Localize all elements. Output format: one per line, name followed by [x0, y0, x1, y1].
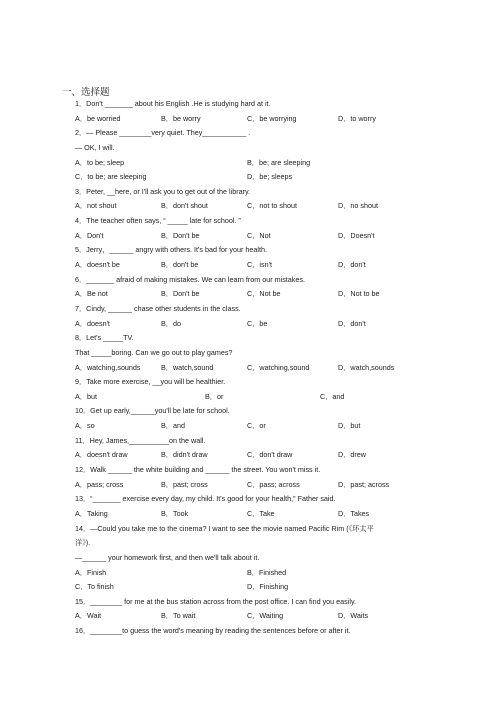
question-2	[75, 126, 435, 185]
options-row	[75, 170, 435, 185]
question-stem-continued: That _____boring. Can we go out to play games?	[75, 347, 233, 357]
option-c[interactable]: C．not to shout	[247, 201, 297, 211]
option-d[interactable]: D．Waits	[338, 611, 369, 621]
option-d[interactable]: D．to worry	[338, 113, 376, 123]
question-stem: 6．_______ afraid of making mistakes. We can learn from our mistakes.	[75, 274, 305, 284]
option-b[interactable]: B．be; are sleeping	[247, 157, 311, 167]
option-b[interactable]: B．and	[161, 421, 185, 431]
option-b[interactable]: B．Don't be	[161, 289, 200, 299]
options-row	[75, 580, 435, 595]
question-14	[75, 522, 435, 595]
options-row	[75, 419, 435, 434]
option-c[interactable]: C．be	[247, 318, 268, 328]
option-a[interactable]: A．Taking	[75, 508, 108, 518]
options-row	[75, 361, 435, 376]
question-13	[75, 492, 435, 521]
option-a[interactable]: A．Be not	[75, 289, 108, 299]
option-c[interactable]: C．be worrying	[247, 113, 297, 123]
option-c[interactable]: C．don't draw	[247, 450, 293, 460]
option-a[interactable]: A．so	[75, 421, 95, 431]
option-b[interactable]: B．don't shout	[161, 201, 208, 211]
option-c[interactable]: C．and	[320, 391, 345, 401]
question-3	[75, 185, 435, 214]
question-stem: 11．Hey, James,__________on the wall.	[75, 435, 206, 445]
option-b[interactable]: B．didn't draw	[161, 450, 208, 460]
question-8	[75, 331, 435, 375]
question-10	[75, 404, 435, 433]
question-7	[75, 302, 435, 331]
options-row	[75, 258, 435, 273]
option-b[interactable]: B．or	[205, 391, 224, 401]
question-stem: 5．Jerry，______ angry with others. It's bad for your health.	[75, 245, 267, 255]
option-b[interactable]: B．don't be	[161, 260, 199, 270]
section-title: 一、选择题	[62, 87, 110, 98]
question-5	[75, 243, 435, 272]
options-row	[75, 229, 435, 244]
options-row	[75, 317, 435, 332]
question-stem: 1．Don't _______ about his English .He is studying hard at it.	[75, 99, 271, 108]
question-stem: 2．— Please ________very quiet. They___________ .	[75, 128, 251, 138]
options-row	[75, 156, 435, 171]
option-a[interactable]: A．Finish	[75, 567, 107, 577]
option-d[interactable]: D．don't	[338, 318, 366, 328]
option-d[interactable]: D．Doesn't	[338, 230, 375, 240]
option-d[interactable]: D．Takes	[338, 508, 370, 518]
options-row	[75, 199, 435, 214]
question-12	[75, 463, 435, 492]
option-c[interactable]: C．Take	[247, 508, 275, 518]
option-d[interactable]: D．but	[338, 421, 361, 431]
option-c[interactable]: C．pass; across	[247, 479, 300, 489]
option-d[interactable]: D．Finishing	[247, 582, 289, 592]
question-stem: 15．________ for me at the bus station across from the post office. I can find you easily.	[75, 596, 357, 606]
question-stem: 4．The teacher often says, “ _____ late for school. ”	[75, 216, 241, 226]
question-list	[75, 97, 435, 639]
option-c[interactable]: C．Not	[247, 230, 271, 240]
question-stem: 3．Peter, __here, or I'll ask you to get out of the library.	[75, 186, 251, 196]
option-a[interactable]: A．not shout	[75, 201, 117, 211]
question-stem: 8．Let's _____TV.	[75, 333, 134, 343]
option-d[interactable]: D．watch,sounds	[338, 362, 395, 372]
question-stem: 16．________to guess the word's meaning by reading the sentences before or after it.	[75, 626, 351, 636]
option-b[interactable]: B．Don't be	[161, 230, 200, 240]
question-9	[75, 375, 435, 404]
question-stem: 14．—Could you take me to the cinema? I want to see the movie named Pacific Rim (《环太平	[75, 523, 374, 533]
question-4	[75, 214, 435, 243]
question-16	[75, 624, 435, 639]
option-a[interactable]: A．but	[75, 391, 97, 401]
option-b[interactable]: B．past; cross	[161, 479, 208, 489]
option-d[interactable]: D．don't	[338, 260, 366, 270]
option-a[interactable]: A．doesn't draw	[75, 450, 128, 460]
options-row	[75, 609, 435, 624]
options-row	[75, 566, 435, 581]
question-stem-continued: —______ your homework first, and then we'll talk about it.	[75, 552, 260, 562]
question-stem: 7．Cindy, ______ chase other students in the class.	[75, 303, 241, 313]
options-row	[75, 287, 435, 302]
option-d[interactable]: D．past; across	[338, 479, 390, 489]
option-c[interactable]: C．Waiting	[247, 611, 284, 621]
option-a[interactable]: A．doesn't	[75, 318, 110, 328]
option-a[interactable]: A．to be; sleep	[75, 157, 125, 167]
option-a[interactable]: A．be worried	[75, 113, 121, 123]
options-row	[75, 478, 435, 493]
question-stem-continued: — OK, I will.	[75, 142, 115, 152]
option-c[interactable]: C．or	[247, 421, 266, 431]
option-b[interactable]: B．To wait	[161, 611, 196, 621]
options-row	[75, 507, 435, 522]
option-b[interactable]: B．do	[161, 318, 181, 328]
option-c[interactable]: C．To finish	[75, 582, 114, 592]
option-c[interactable]: C．watching,sound	[247, 362, 310, 372]
option-c[interactable]: C．isn't	[247, 260, 272, 270]
option-d[interactable]: D．no shout	[338, 201, 378, 211]
question-stem: 9．Take more exercise, __you will be healthier.	[75, 377, 226, 387]
question-stem: 10．Get up early,______you'll be late for school.	[75, 406, 230, 416]
option-d[interactable]: D．drew	[338, 450, 366, 460]
option-d[interactable]: D．Not to be	[338, 289, 380, 299]
question-stem: 12．Walk ______ the white building and ______ the street. You won't miss it.	[75, 465, 321, 475]
question-stem: 13．“_______ exercise every day, my child. It's good for your health,” Father said.	[75, 494, 336, 504]
question-1	[75, 97, 435, 126]
options-row	[75, 112, 435, 127]
options-row	[75, 390, 435, 405]
question-11	[75, 434, 435, 463]
question-15	[75, 595, 435, 624]
option-a[interactable]: A．Wait	[75, 611, 102, 621]
option-b[interactable]: B．watch,sound	[161, 362, 214, 372]
option-a[interactable]: A．watching,sounds	[75, 362, 141, 372]
option-b[interactable]: B．Finished	[247, 567, 287, 577]
option-b[interactable]: B．be worry	[161, 113, 201, 123]
option-b[interactable]: B．Took	[161, 508, 189, 518]
option-a[interactable]: A．doesn't be	[75, 260, 120, 270]
question-6	[75, 273, 435, 302]
option-c[interactable]: C．Not be	[247, 289, 281, 299]
option-c[interactable]: C．to be; are sleeping	[75, 172, 147, 182]
question-stem-continued: 洋》).	[75, 538, 91, 548]
option-a[interactable]: A．pass; cross	[75, 479, 124, 489]
option-d[interactable]: D．be; sleeps	[247, 172, 293, 182]
options-row	[75, 448, 435, 463]
option-a[interactable]: A．Don't	[75, 230, 104, 240]
